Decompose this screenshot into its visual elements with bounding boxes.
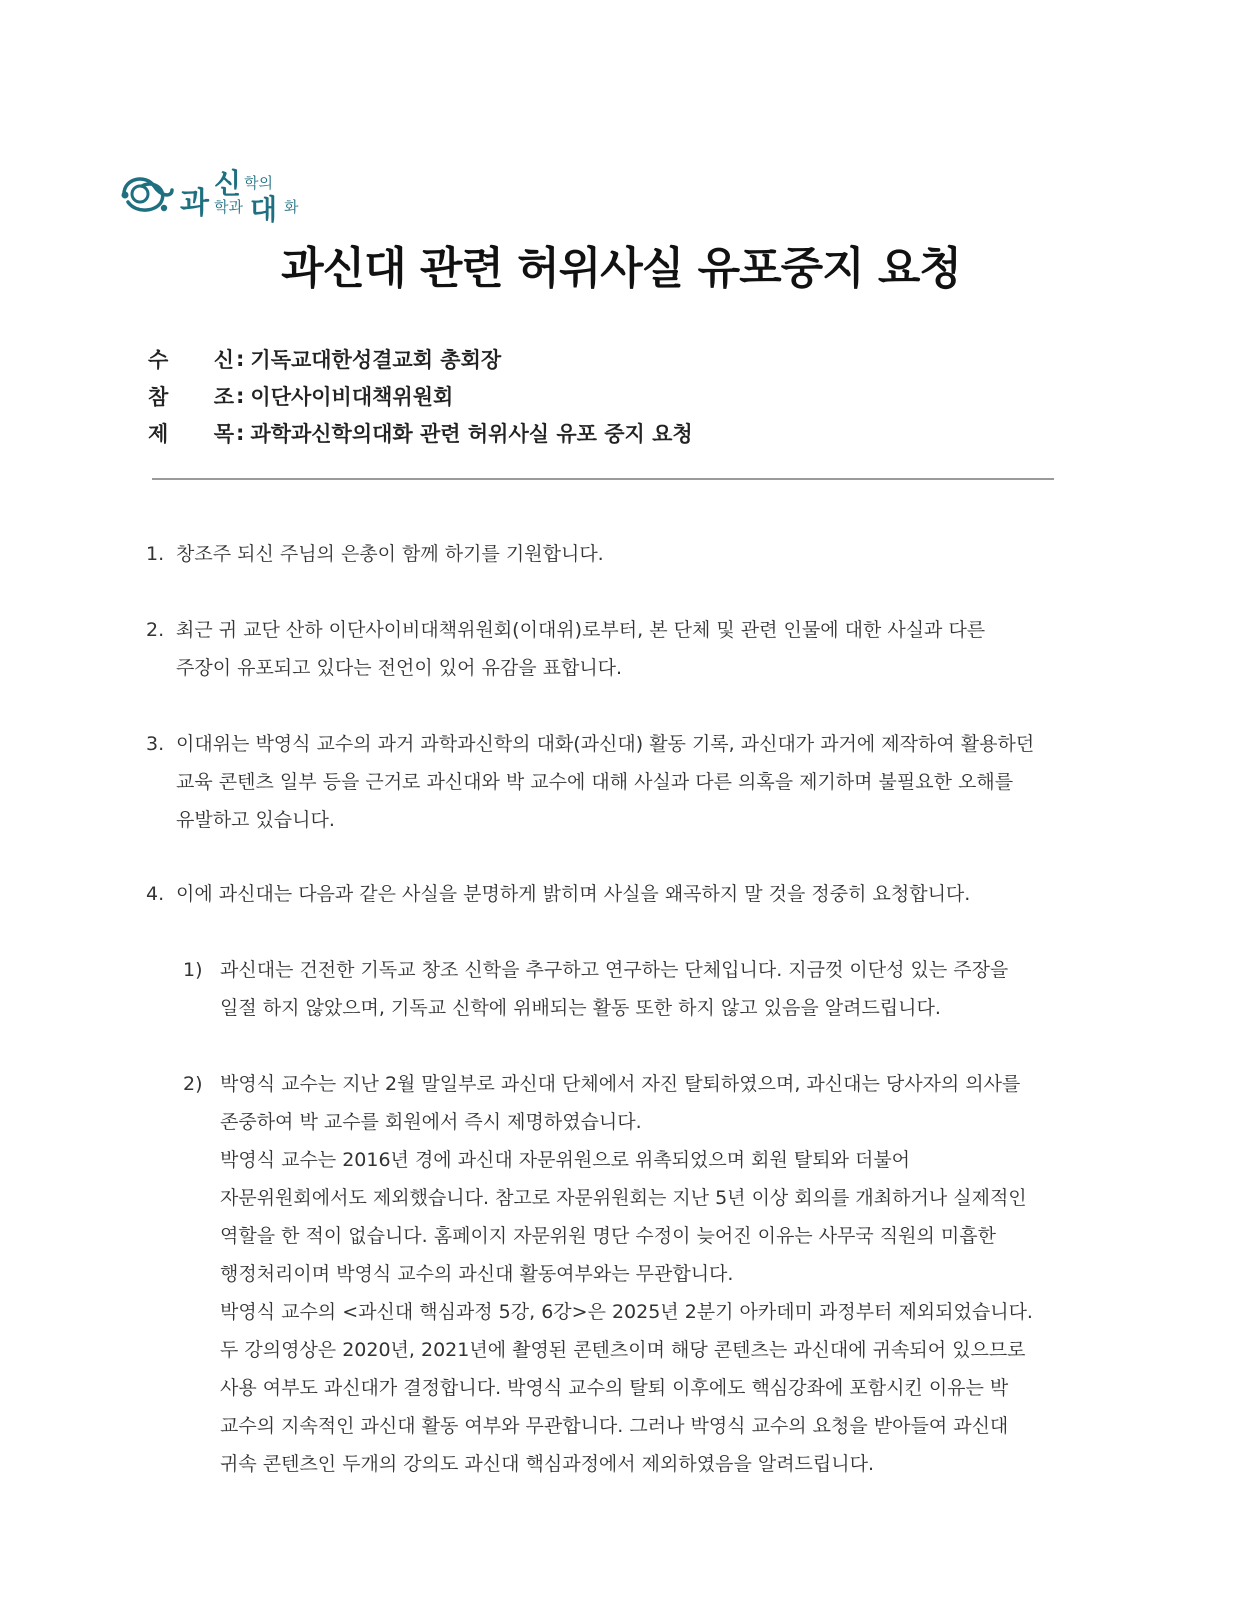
reference-label: 참 조: [148, 384, 234, 409]
document-header-fields: [148, 340, 693, 451]
header-divider: [152, 478, 1054, 480]
paragraph-4: 4. 이에 과신대는 다음과 같은 사실을 분명하게 밝히며 사실을 왜곡하지 말 것을 정중히 요청합니다.: [146, 883, 971, 905]
recipient-row: 수 신 : 기독교대한성결교회 총회장: [148, 340, 693, 377]
paragraph-3: 3. 이대위는 박영식 교수의 과거 과학과신학의 대화(과신대) 활동 기록, 과신대가 과거에 제작하여 활용하던 교육 콘텐츠 일부 등을 근거로 과신대와 박 교수에 대해 사실과 다른 의혹을 제기하며 불필요한 오해를 유발하고 있습니다.: [146, 733, 1035, 831]
paragraph-1: 1. 창조주 되신 주님의 은총이 함께 하기를 기원합니다.: [146, 543, 604, 565]
recipient-value: 기독교대한성결교회 총회장: [250, 347, 502, 372]
reference-row: 참 조 : 이단사이비대책위원회: [148, 377, 693, 414]
subject-value: 과학과신학의대화 관련 허위사실 유포 중지 요청: [250, 421, 693, 446]
document-title: 과신대 관련 허위사실 유포중지 요청: [281, 243, 961, 294]
logo-emblem-icon: [116, 168, 178, 220]
subject-label: 제 목: [148, 421, 234, 446]
recipient-label: 수 신: [148, 347, 234, 372]
reference-value: 이단사이비대책위원회: [250, 384, 454, 409]
organization-logo: [116, 162, 306, 224]
logo-wordmark: 과 신 학의 학과 대 화: [180, 167, 299, 226]
subitem-2: 2) 박영식 교수는 지난 2월 말일부로 과신대 단체에서 자진 탈퇴하였으며, 과신대는 당사자의 의사를 존중하여 박 교수를 회원에서 즉시 제명하였습니다. 박영식 교수는 2016년 경에 과신대 자문위원으로 위촉되었으며 회원 탈퇴와 더불어 자문위원회에서도 제외했습니다. 참고로 자문위원회는 지난 5년 이상 회의를 개최하거나 실제적인 역할을 한 적이 없습니다. 홈페이지 자문위원 명단 수정이 늦어진 이유는 사무국 직원의 미흡한 행정처리이며 박영식 교수의 과신대 활동여부와는 무관합니다. 박영식 교수의 <과신대 핵심과정 5강, 6강>은 2025년 2분기 아카데미 과정부터 제외되었습니다. 두 강의영상은 2020년, 2021년에 촬영된 콘텐츠이며 해당 콘텐츠는 과신대에 귀속되어 있으므로 사용 여부도 과신대가 결정합니다. 박영식 교수의 탈퇴 이후에도 핵심강좌에 포함시킨 이유는 박 교수의 지속적인 과신대 활동 여부와 무관합니다. 그러나 박영식 교수의 요청을 받아들여 과신대 귀속 콘텐츠인 두개의 강의도 과신대 핵심과정에서 제외하였음을 알려드립니다.: [183, 1073, 1033, 1475]
subitem-1: 1) 과신대는 건전한 기독교 창조 신학을 추구하고 연구하는 단체입니다. 지금껏 이단성 있는 주장을 일절 하지 않았으며, 기독교 신학에 위배되는 활동 또한 하지 않고 있음을 알려드립니다.: [183, 959, 1009, 1019]
paragraph-2: 2. 최근 귀 교단 산하 이단사이비대책위원회(이대위)로부터, 본 단체 및 관련 인물에 대한 사실과 다른 주장이 유포되고 있다는 전언이 있어 유감을 표합니다.: [146, 619, 986, 679]
subject-row: 제 목 : 과학과신학의대화 관련 허위사실 유포 중지 요청: [148, 414, 693, 451]
